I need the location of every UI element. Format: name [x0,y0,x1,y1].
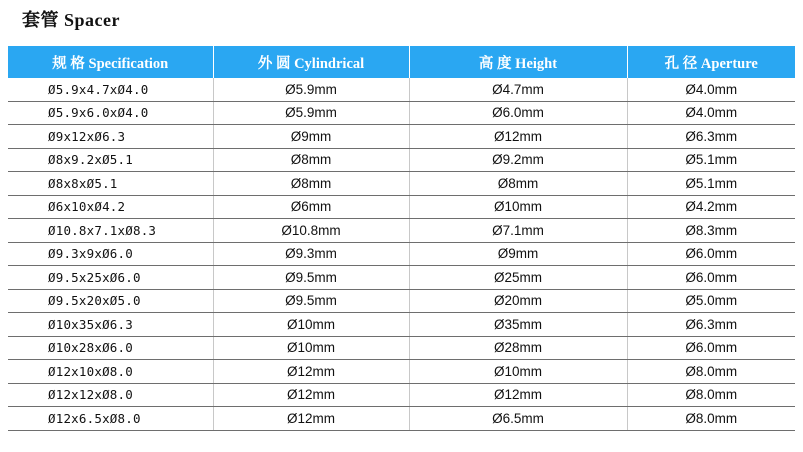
cell-height: Ø25mm [409,266,627,290]
cell-specification: Ø12x6.5xØ8.0 [8,407,213,431]
cell-aperture: Ø6.0mm [627,266,795,290]
table-body [8,78,795,430]
cell-height: Ø9.2mm [409,148,627,172]
cell-specification: Ø12x10xØ8.0 [8,360,213,384]
table-row [8,407,795,431]
spacer-spec-table [8,46,795,431]
cell-cylindrical: Ø10mm [213,336,409,360]
cell-specification: Ø9.5x20xØ5.0 [8,289,213,313]
table-row [8,219,795,243]
table-row [8,266,795,290]
cell-aperture: Ø6.0mm [627,242,795,266]
cell-height: Ø35mm [409,313,627,337]
cell-aperture: Ø8.3mm [627,219,795,243]
cell-specification: Ø9.5x25xØ6.0 [8,266,213,290]
cell-height: Ø6.5mm [409,407,627,431]
cell-aperture: Ø6.0mm [627,336,795,360]
cell-cylindrical: Ø9mm [213,125,409,149]
cell-specification: Ø8x9.2xØ5.1 [8,148,213,172]
cell-cylindrical: Ø12mm [213,360,409,384]
table-row [8,383,795,407]
cell-height: Ø28mm [409,336,627,360]
cell-aperture: Ø6.3mm [627,125,795,149]
cell-cylindrical: Ø6mm [213,195,409,219]
cell-aperture: Ø5.1mm [627,172,795,196]
table-row [8,101,795,125]
cell-aperture: Ø4.0mm [627,101,795,125]
cell-cylindrical: Ø9.3mm [213,242,409,266]
cell-cylindrical: Ø9.5mm [213,266,409,290]
cell-aperture: Ø5.1mm [627,148,795,172]
cell-cylindrical: Ø5.9mm [213,78,409,101]
table-row [8,148,795,172]
table-row [8,195,795,219]
table-row [8,360,795,384]
cell-height: Ø8mm [409,172,627,196]
cell-height: Ø4.7mm [409,78,627,101]
page-title: 套管 Spacer [22,10,120,30]
table-row [8,289,795,313]
table-row [8,172,795,196]
cell-height: Ø6.0mm [409,101,627,125]
cell-aperture: Ø6.3mm [627,313,795,337]
cell-height: Ø12mm [409,383,627,407]
cell-specification: Ø10x35xØ6.3 [8,313,213,337]
cell-cylindrical: Ø12mm [213,407,409,431]
cell-cylindrical: Ø5.9mm [213,101,409,125]
cell-specification: Ø9x12xØ6.3 [8,125,213,149]
cell-cylindrical: Ø12mm [213,383,409,407]
cell-aperture: Ø8.0mm [627,383,795,407]
cell-aperture: Ø5.0mm [627,289,795,313]
table-header-row [8,46,795,78]
cell-cylindrical: Ø9.5mm [213,289,409,313]
cell-specification: Ø12x12xØ8.0 [8,383,213,407]
cell-height: Ø12mm [409,125,627,149]
column-header-specification: 规 格 Specification [8,46,213,78]
cell-specification: Ø10x28xØ6.0 [8,336,213,360]
table-row [8,125,795,149]
cell-specification: Ø5.9x4.7xØ4.0 [8,78,213,101]
table-row [8,242,795,266]
column-header-cylindrical: 外 圆 Cylindrical [213,46,409,78]
table-row [8,336,795,360]
table-row [8,313,795,337]
cell-cylindrical: Ø10mm [213,313,409,337]
cell-height: Ø9mm [409,242,627,266]
cell-height: Ø10mm [409,195,627,219]
cell-cylindrical: Ø8mm [213,148,409,172]
cell-specification: Ø6x10xØ4.2 [8,195,213,219]
cell-aperture: Ø8.0mm [627,407,795,431]
cell-aperture: Ø4.2mm [627,195,795,219]
table-row [8,78,795,101]
column-header-height: 高 度 Height [409,46,627,78]
cell-specification: Ø9.3x9xØ6.0 [8,242,213,266]
cell-specification: Ø5.9x6.0xØ4.0 [8,101,213,125]
cell-specification: Ø8x8xØ5.1 [8,172,213,196]
cell-height: Ø20mm [409,289,627,313]
cell-specification: Ø10.8x7.1xØ8.3 [8,219,213,243]
cell-cylindrical: Ø8mm [213,172,409,196]
cell-aperture: Ø4.0mm [627,78,795,101]
cell-height: Ø7.1mm [409,219,627,243]
column-header-aperture: 孔 径 Aperture [627,46,795,78]
cell-height: Ø10mm [409,360,627,384]
cell-cylindrical: Ø10.8mm [213,219,409,243]
cell-aperture: Ø8.0mm [627,360,795,384]
